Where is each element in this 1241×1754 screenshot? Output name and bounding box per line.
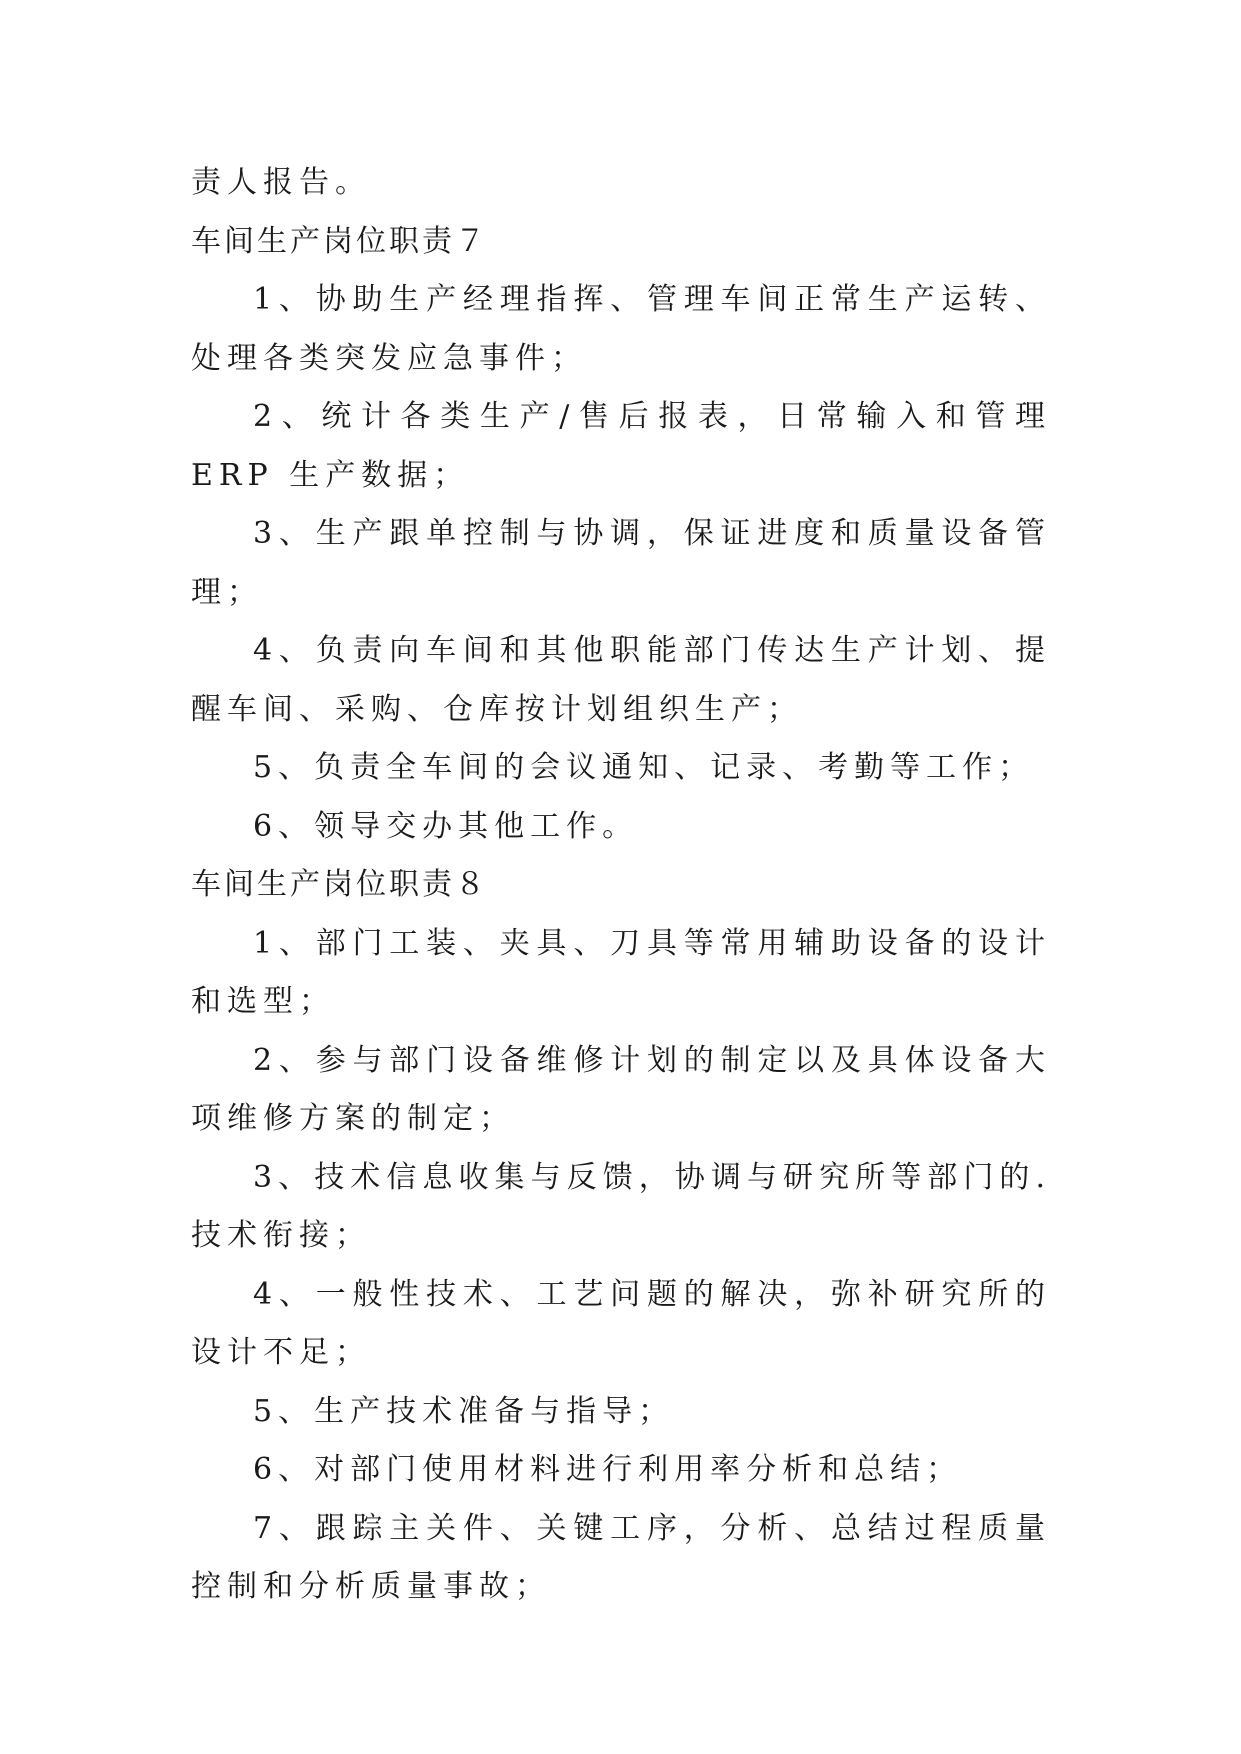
duty-item-8-6: 6、对部门使用材料进行利用率分析和总结； [253, 1452, 963, 1487]
continuation-text: 责人报告。 [191, 165, 371, 200]
duty-item-8-3: 3、技术信息收集与反馈，协调与研究所等部门的.技术衔接； [191, 1159, 1051, 1253]
section-heading-8: 车间生产岗位职责８ [191, 867, 488, 902]
duty-item-8-2: 2、参与部门设备维修计划的制定以及具体设备大项维修方案的制定； [191, 1042, 1051, 1136]
duty-item-7-6: 6、领导交办其他工作。 [253, 808, 639, 844]
document-page [191, 154, 1051, 1617]
duty-item-8-7: 7、跟踪主关件、关键工序，分析、总结过程质量控制和分析质量事故； [191, 1510, 1051, 1604]
duty-item-7-5: 5、负责全车间的会议通知、记录、考勤等工作； [253, 750, 1035, 785]
duty-item-7-4: 4、负责向车间和其他职能部门传达生产计划、提醒车间、采购、仓库按计划组织生产； [191, 633, 1051, 727]
duty-item-8-1: 1、部门工装、夹具、刀具等常用辅助设备的设计和选型； [191, 925, 1051, 1019]
duty-item-7-2: 2、统计各类生产/售后报表，日常输入和管理 ERP 生产数据； [191, 399, 1051, 493]
duty-item-8-4: 4、一般性技术、工艺问题的解决，弥补研究所的设计不足； [191, 1276, 1051, 1370]
section-heading-7: 车间生产岗位职责７ [191, 223, 488, 259]
duty-item-7-1: 1、协助生产经理指挥、管理车间正常生产运转、处理各类突发应急事件； [191, 282, 1051, 376]
duty-item-7-3: 3、生产跟单控制与协调，保证进度和质量设备管理； [191, 516, 1051, 610]
duty-item-8-5: 5、生产技术准备与指导； [253, 1393, 675, 1429]
